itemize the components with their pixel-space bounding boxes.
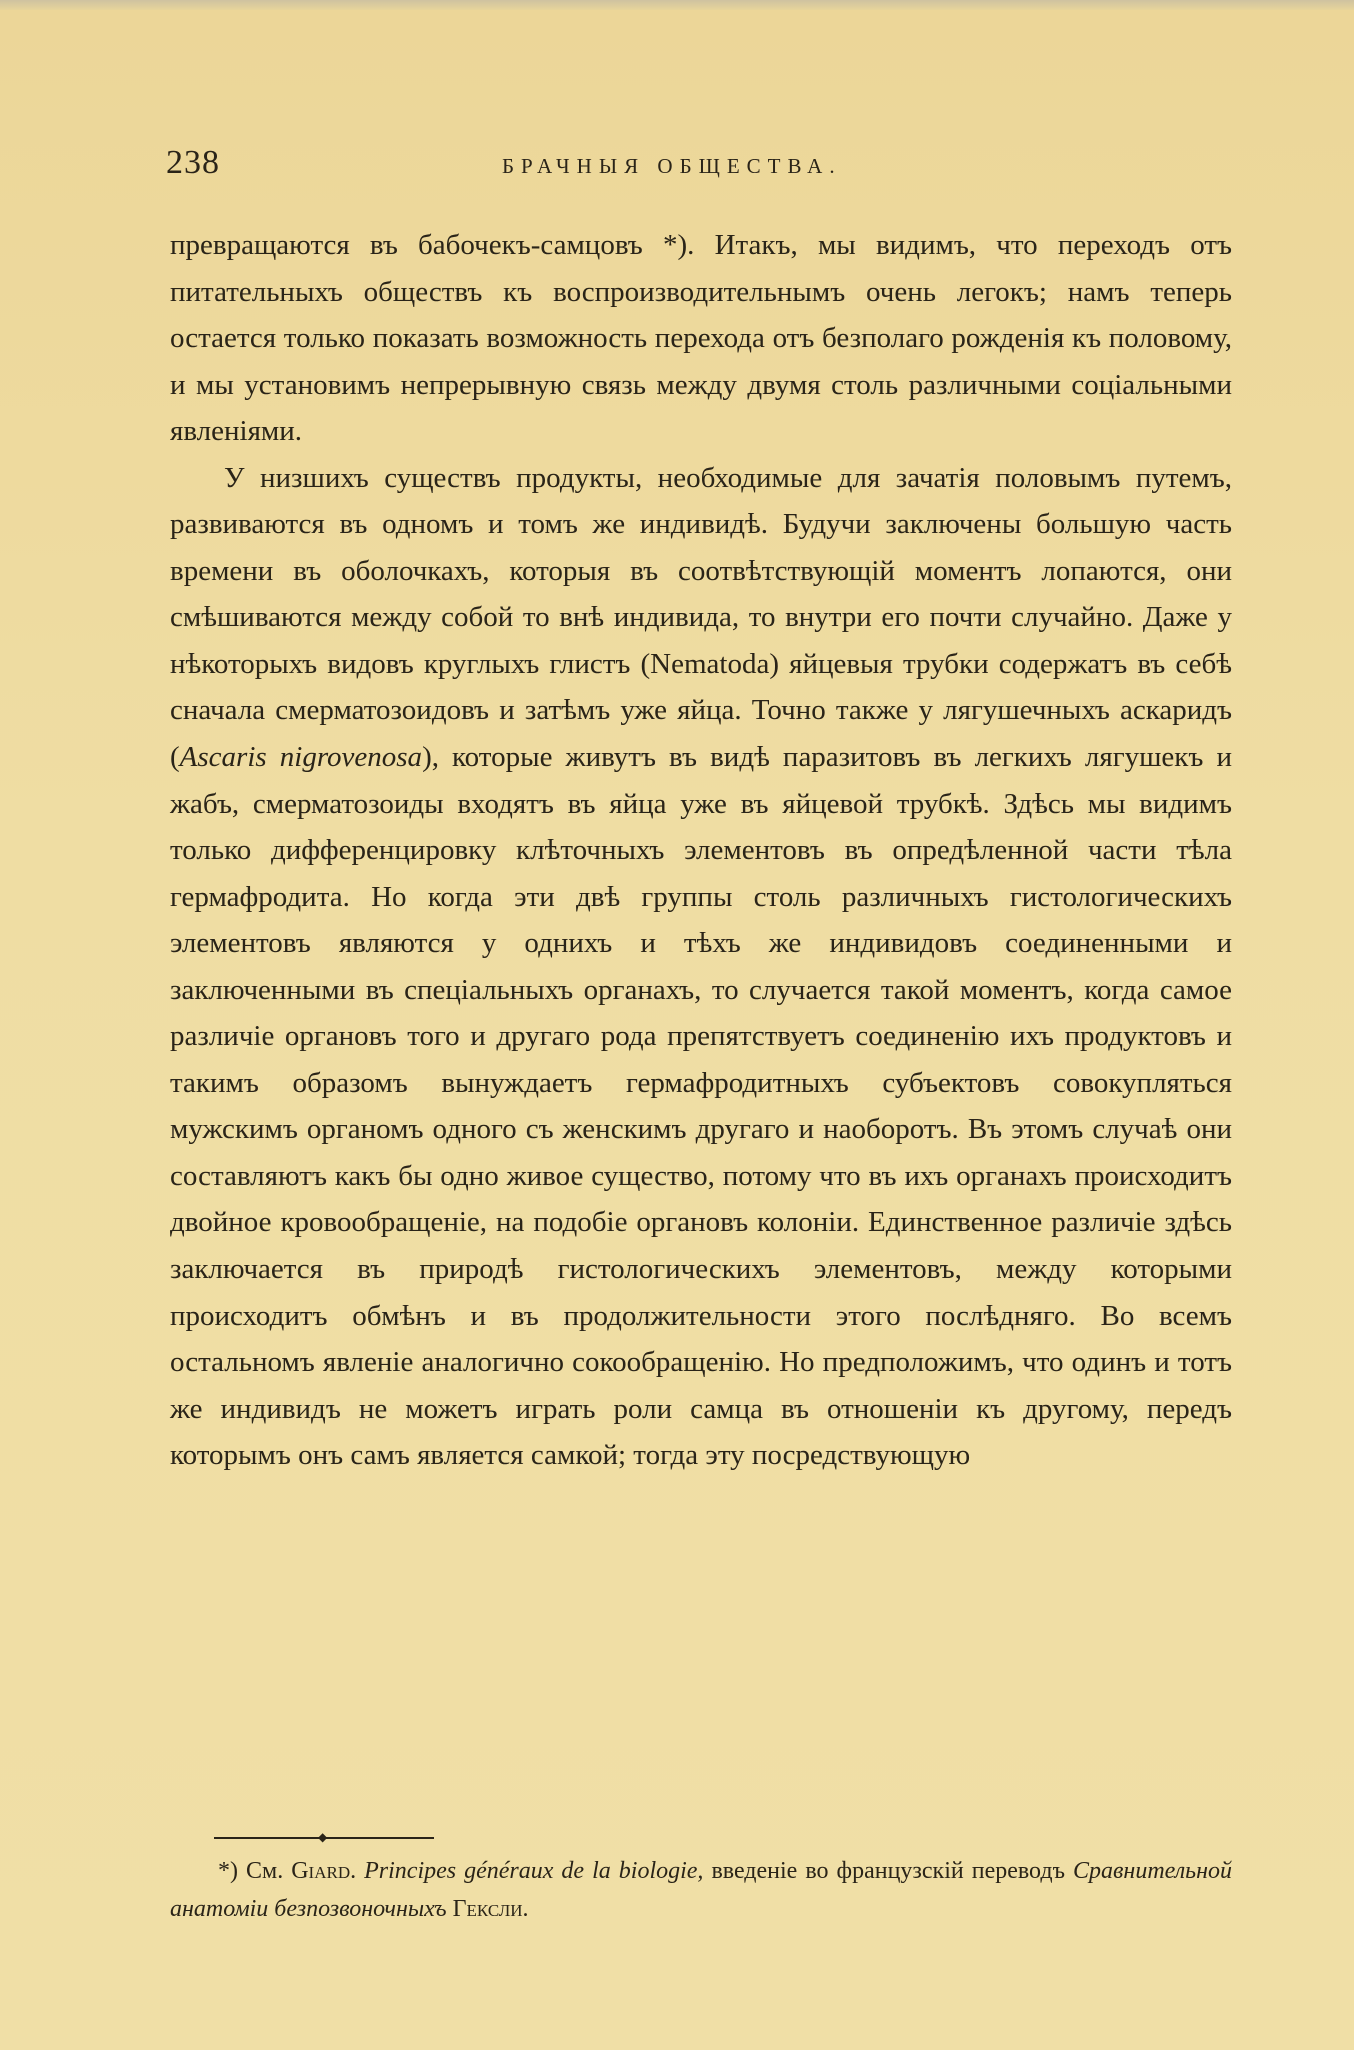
paragraph-1: превращаются въ бабочекъ-самцовъ *). Итакъ, мы видимъ, что переходъ отъ питательныхъ обществъ къ воспроизводительнымъ очень легокъ; намъ теперь остается только показать возможность перехода отъ безполаго рожденія къ половому, и мы установимъ непрерывную связь между двумя столь различными соціальными явленіями.	[170, 229, 1232, 448]
footnote-translation-title: Сравнительной анатоміи безпозвоночныхъ	[170, 1858, 1233, 1922]
term-ascaris-nigrovenosa: Ascaris nigrovenosa	[179, 741, 423, 774]
running-head: БРАЧНЫЯ ОБЩЕСТВА.	[502, 154, 842, 178]
footnote-separator: .	[350, 1858, 365, 1884]
footnote-work-title: Principes généraux de la biologie,	[364, 1858, 704, 1884]
footnote-marker: *) См.	[218, 1858, 292, 1884]
paragraph-2-part-b: ) яйцевыя трубки содержатъ въ себѣ сначала смерматозоидовъ и затѣмъ уже яйца. Точно также у лягушечныхъ аскаридъ (	[170, 647, 1233, 774]
body-text	[170, 222, 1232, 1479]
paragraph-2-part-c: ), которые живутъ въ видѣ паразитовъ въ легкихъ лягушекъ и жабъ, смерматозоиды входятъ въ яйца уже въ яйцевой трубкѣ. Здѣсь мы видимъ только дифференцировку клѣточныхъ элементовъ въ опредѣленной части тѣла гермафродита. Но когда эти двѣ группы столь различныхъ гистологическихъ элементовъ являются у однихъ и тѣхъ же индивидовъ соединенными и заключенными въ спеціальныхъ органахъ, то случается такой моментъ, когда самое различіе органовъ того и другаго рода препятствуетъ соединенію ихъ продуктовъ и такимъ образомъ вынуждаетъ гермафродитныхъ субъектовъ совокупляться мужскимъ органомъ одного съ женскимъ другаго и наоборотъ. Въ этомъ случаѣ они составляютъ какъ бы одно живое существо, потому что въ ихъ органахъ происходитъ двойное кровообращеніе, на подобіе органовъ колоніи. Единственное различіе здѣсь заключается въ природѣ гистологическихъ элементовъ, между которыми происходитъ обмѣнъ и въ продолжительности этого послѣдняго. Во всемъ остальномъ явленіе аналогично сокообращенію. Но предположимъ, что одинъ и тотъ же индивидъ не можетъ играть роли самца въ отношеніи къ другому, передъ которымъ онъ самъ является самкой; тогда эту посредствующую	[170, 741, 1232, 1472]
paragraph-2	[170, 455, 1232, 1479]
paragraph-2-part-a: У низшихъ существъ продукты, необходимые для зачатія половымъ путемъ, развиваются въ одномъ и томъ же индивидѣ. Будучи заключены большую часть времени въ оболочкахъ, которыя въ соотвѣтствующій моментъ лопаются, они смѣшиваются между собой то внѣ индивида, то внутри его почти случайно. Даже у нѣкоторыхъ видовъ круглыхъ глистъ (	[170, 461, 1232, 680]
footnote-end: .	[522, 1896, 529, 1922]
footnote-rule-ornament: ◆	[318, 1830, 328, 1844]
footnote-middle-text: введеніе во французскій переводъ	[703, 1858, 1073, 1884]
footnote-huxley: Гексли	[452, 1896, 523, 1922]
page-top-edge	[0, 0, 1354, 10]
term-nematoda: Nematoda	[650, 647, 770, 680]
page-header	[166, 144, 1236, 184]
footnote-author: Giard	[291, 1858, 351, 1884]
page-number: 238	[166, 144, 220, 181]
footnote	[170, 1852, 1232, 1928]
